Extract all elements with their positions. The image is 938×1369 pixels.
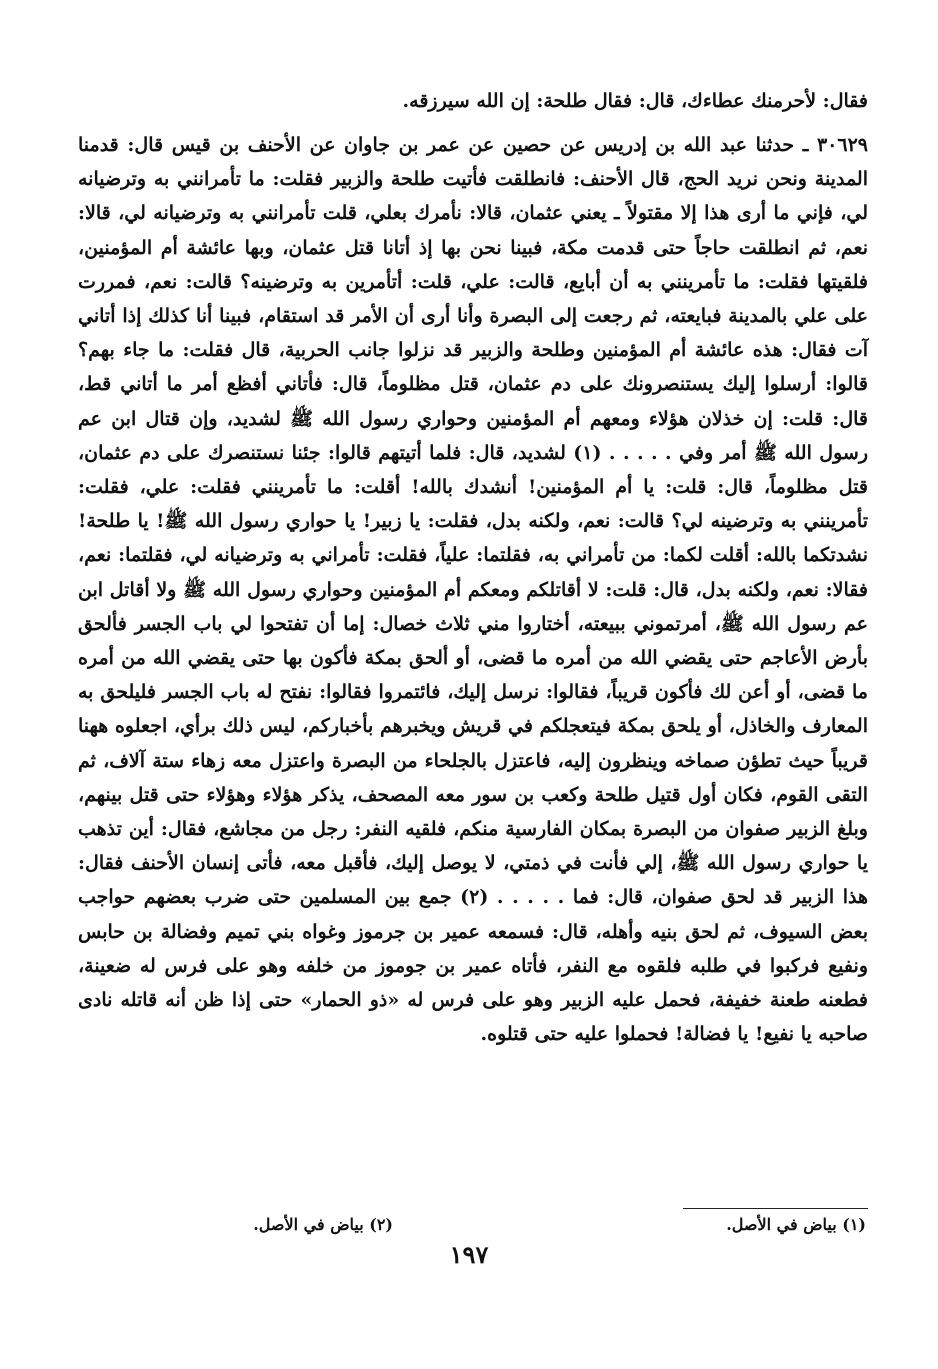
hadith-number: ٣٠٦٢٩ [816, 134, 868, 156]
intro-line: فقال: لأحرمنك عطاءك، قال: فقال طلحة: إن الله سيرزقه. [402, 90, 868, 112]
page-number: ١٩٧ [449, 1240, 489, 1269]
hadith-text: ـ حدثنا عبد الله بن إدريس عن حصين عن عمر بن جاوان عن الأحنف بن قيس قال: قدمنا المدينة ونحن نريد الحج، قال الأحنف: فانطلقت فأتيت طلحة والزبير فقلت: ما تأمرانني به وترضيانه لي، فإني ما أرى هذا إلا مقتولاً ـ يعني عثمان، قالا: نأمرك بعلي، قلت تأمرانني به وترضيانه لي، قالا: نعم، ثم انطلقت حاجاً حتى قدمت مكة، فبينا نحن بها إذ أتانا قتل عثمان، وبها عائشة أم المؤمنين، فلقيتها فقلت: ما تأمرينني به أن أبايع، قالت: علي، قلت: أتأمرين به وترضينه؟ قالت: نعم، فمررت على علي بالمدينة فبايعته، ثم رجعت إلى البصرة وأنا أرى أن الأمر قد استقام، فبينا أنا كذلك إذا أتاني آت فقال: هذه عائشة أم المؤمنين وطلحة والزبير قد نزلوا جانب الحربية، قال فقلت: ما جاء بهم؟ قالوا: أرسلوا إليك يستنصرونك على دم عثمان، قتل مظلوماً، قال: فأتاني أفظع أمر ما أتاني قط، قال: قلت: إن خذلان هؤلاء ومعهم أم المؤمنين وحواري رسول الله ﷺ لشديد، وإن قتال ابن عم رسول الله ﷺ أمر وفي . . . . . (١) لشديد، قال: فلما أتيتهم قالوا: جئنا نستنصرك على دم عثمان، قتل مظلوماً، قال: قلت: يا أم المؤمنين! أنشدك بالله! أقلت: ما تأمرينني فقلت: علي، فقلت: تأمرينني به وترضينه لي؟ قالت: نعم، ولكنه بدل، فقلت: يا زبير! يا حواري رسول الله ﷺ! يا طلحة! نشدتكما بالله: أقلت لكما: من تأمراني به، فقلتما: علياً، فقلت: تأمراني به وترضيانه لي، فقلتما: نعم، فقالا: نعم، ولكنه بدل، قال: قلت: لا أقاتلكم ومعكم أم المؤمنين وحواري رسول الله ﷺ ولا أقاتل ابن عم رسول الله ﷺ، أمرتموني ببيعته، أختاروا مني ثلاث خصال: إما أن تفتحوا لي باب الجسر فألحق بأرض الأعاجم حتى يقضي الله من أمره ما قضى، أو ألحق بمكة فأكون بها حتى يقضي الله من أمره ما قضى، أو أعن لك فأكون قريباً، فقالوا: نرسل إليك، فائتمروا فقالوا: نفتح له باب الجسر فليلحق به المعارف والخاذل، أو يلحق بمكة فيتعجلكم في قريش ويخبرهم بأخباركم، ليس ذلك برأي، اجعلوه ههنا قريباً حيث تطؤن صماخه وينظرون إليه، فاعتزل بالجلحاء من البصرة واعتزل معه زهاء ستة آلاف، ثم التقى القوم، فكان أول قتيل طلحة وكعب بن سور معه المصحف، يذكر هؤلاء وهؤلاء حتى قتل بينهم، وبلغ الزبير صفوان من البصرة بمكان الفارسية منكم، فلقيه النفر: رجل من مجاشع، فقال: أين تذهب يا حواري رسول الله ﷺ، إلي فأنت في ذمتي، لا يوصل إليك، فأقبل معه، فأتى إنسان الأحنف فقال: هذا الزبير قد لحق صفوان، قال: فما . . . . . (٢) جمع بين المسلمين حتى ضرب بعضهم حواجب بعض السيوف، ثم لحق بنيه وأهله، قال: فسمعه عمير بن جرموز وغواه بني تميم وفضالة بن حابس ونفيع فركبوا في طلبه فلقوه مع النفر، فأتاه عمير بن جوموز من خلفه وهو على فرس له ضعينة، فطعنه طعنة خفيفة، فحمل عليه الزبير وهو على فرس له «ذو الحمار» حتى إذا ظن أنه قاتله نادى صاحبه يا نفيع! يا فضالة! فحملوا عليه حتى قتلوه. [78, 134, 868, 1046]
page-content [78, 82, 868, 1051]
footnote-2: (٢) بياض في الأصل. [253, 1215, 393, 1234]
footnote-1: (١) بياض في الأصل. [726, 1215, 866, 1234]
footnote-divider [683, 1208, 868, 1209]
hadith-paragraph [78, 128, 868, 1051]
